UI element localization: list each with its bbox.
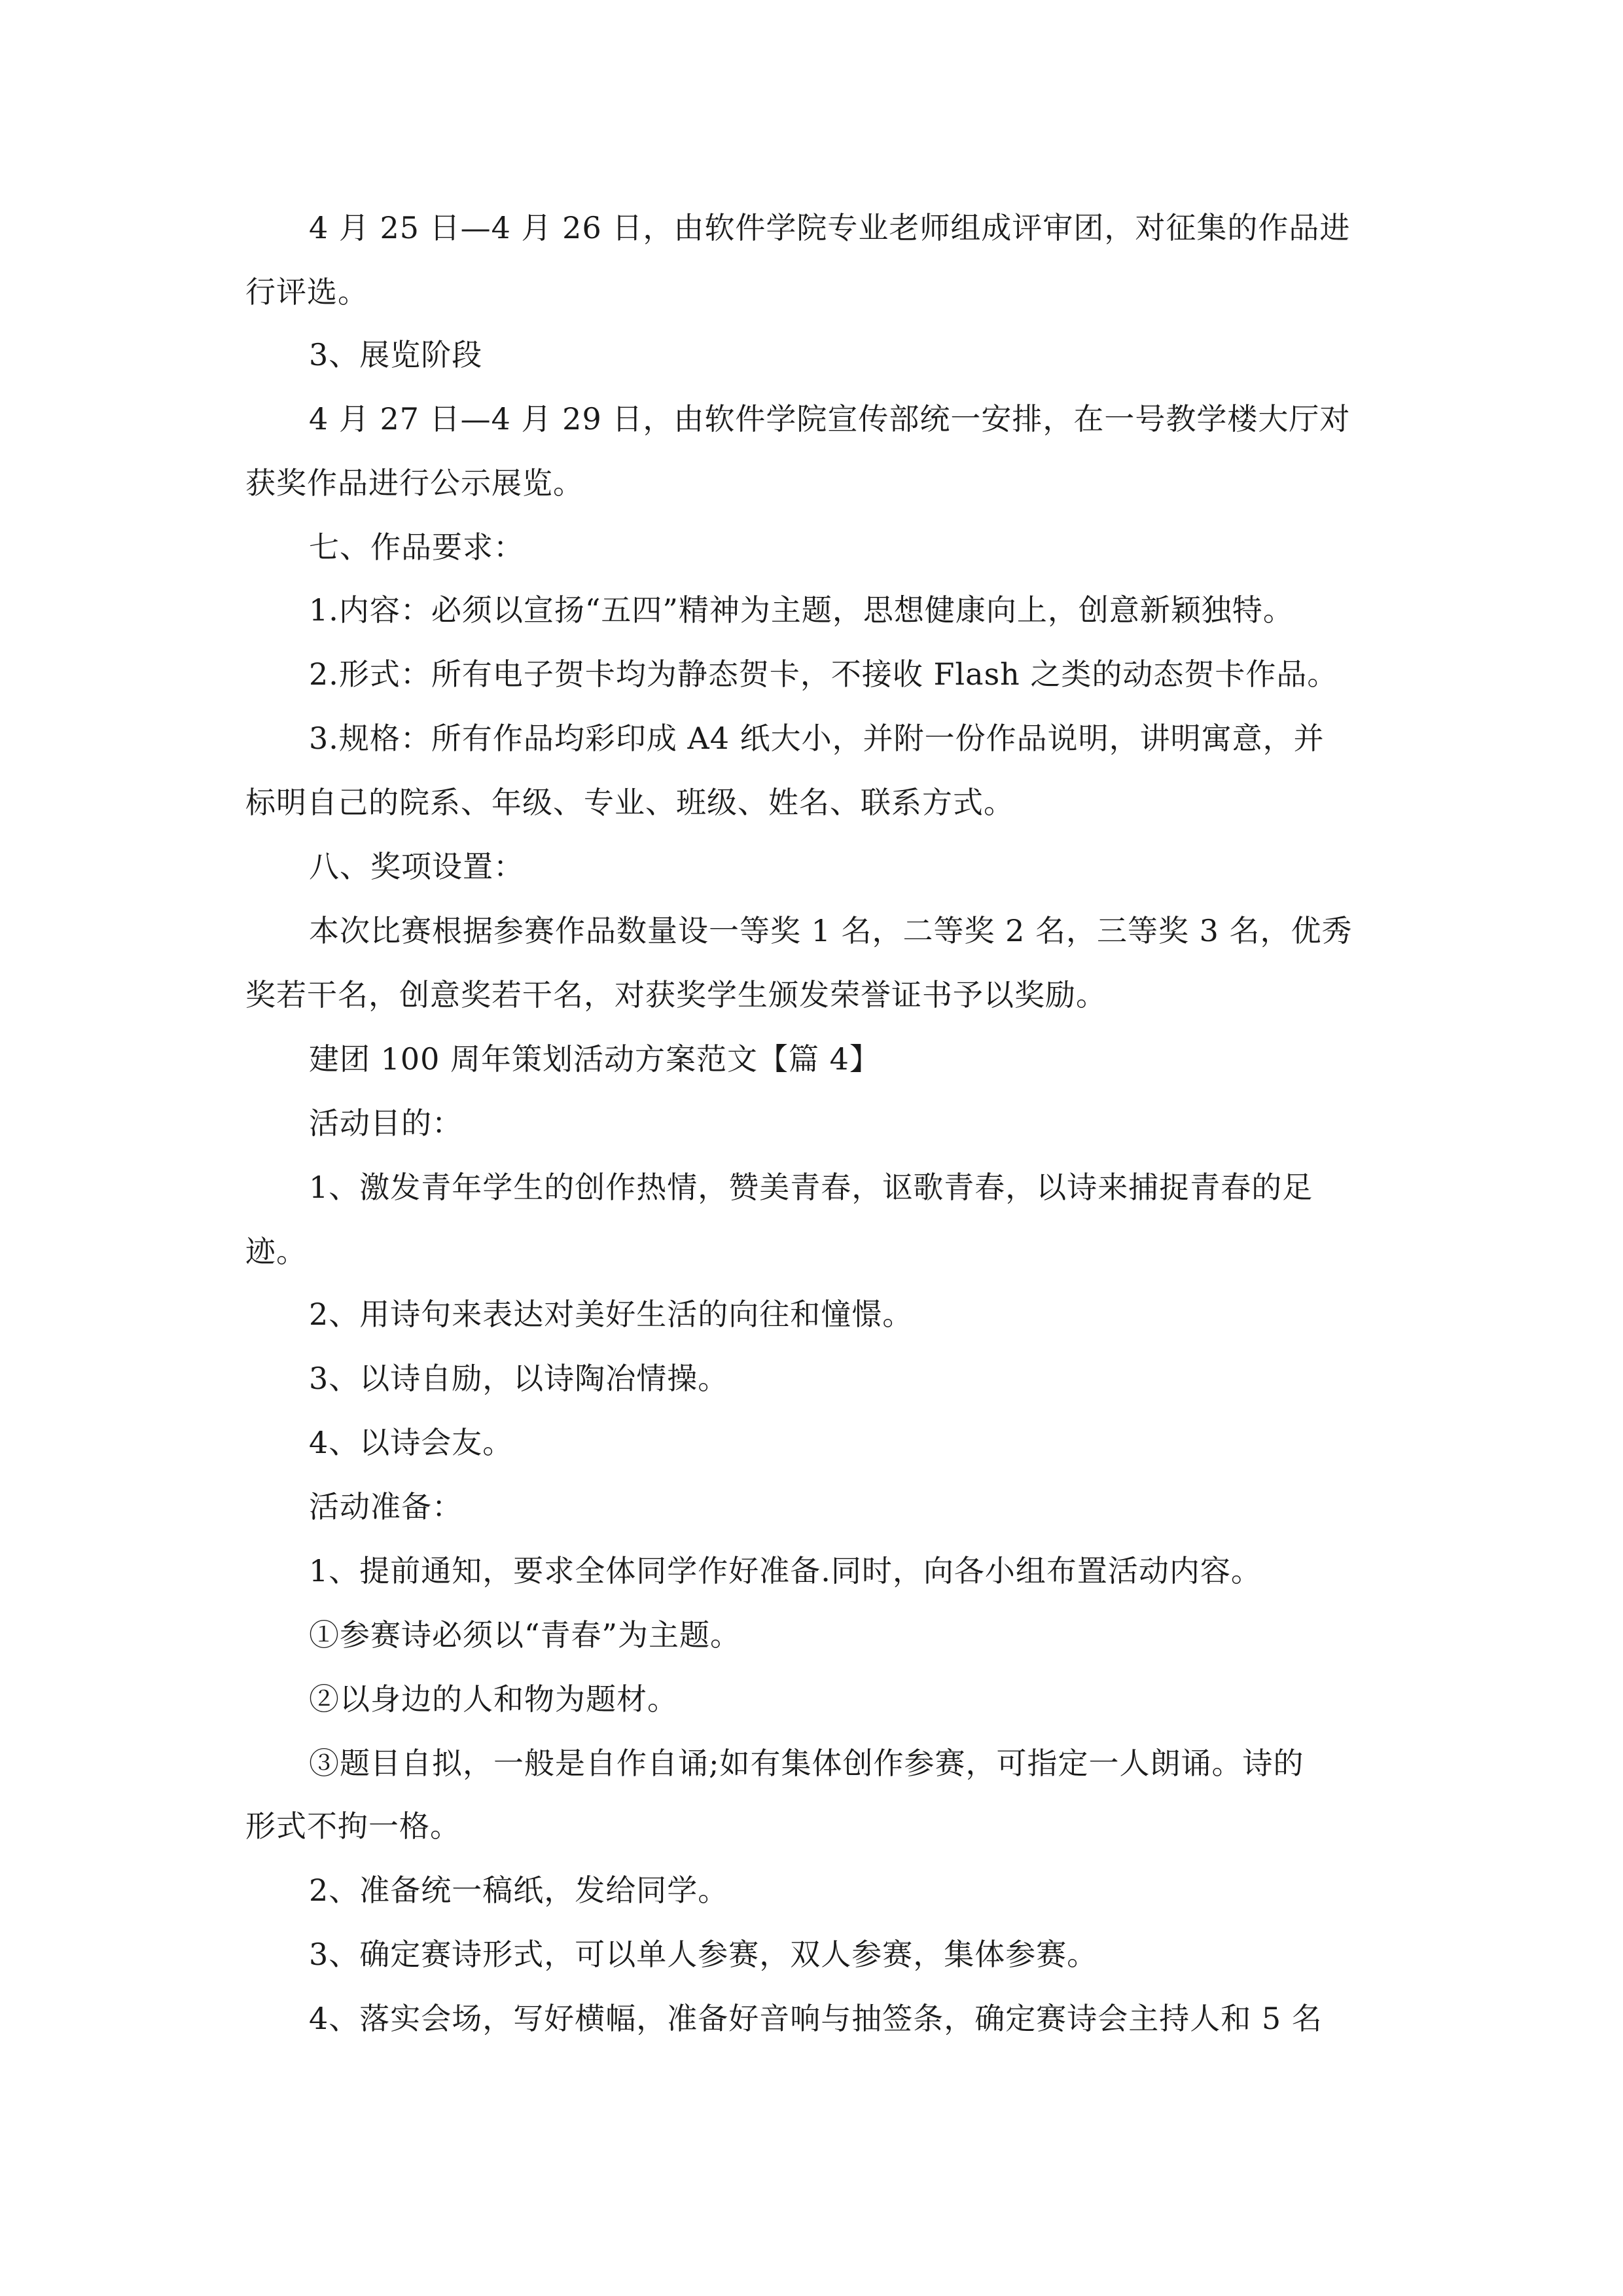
section-heading: 3、展览阶段 [309,337,483,372]
paragraph-line: 获奖作品进行公示展览。 [245,465,584,501]
list-item: 2、准备统一稿纸，发给同学。 [309,1873,729,1908]
list-item: 3、以诗自励，以诗陶冶情操。 [309,1361,729,1396]
list-item: 2、用诗句来表达对美好生活的向往和憧憬。 [309,1297,914,1332]
list-item: 4、落实会场，写好横幅，准备好音响与抽签条，确定赛诗会主持人和 5 名 [309,2001,1323,2036]
section-heading: 八、奖项设置： [309,849,524,884]
list-item: 4、以诗会友。 [309,1425,514,1460]
section-heading: 活动目的： [309,1105,463,1141]
paragraph-line: 4 月 25 日—4 月 26 日，由软件学院专业老师组成评审团，对征集的作品进 [309,210,1351,245]
section-heading: 活动准备： [309,1489,463,1524]
paragraph-line: 本次比赛根据参赛作品数量设一等奖 1 名，二等奖 2 名，三等奖 3 名，优秀 [309,913,1353,948]
list-item: ③题目自拟，一般是自作自诵;如有集体创作参赛，可指定一人朗诵。诗的 [309,1746,1304,1781]
section-heading: 七、作品要求： [309,529,524,565]
paragraph-line: 4 月 27 日—4 月 29 日，由软件学院宣传部统一安排，在一号教学楼大厅对 [309,401,1351,437]
paragraph-line: 标明自己的院系、年级、专业、班级、姓名、联系方式。 [245,785,1014,820]
paragraph-line: 形式不拘一格。 [245,1808,461,1844]
list-item: 3.规格：所有作品均彩印成 A4 纸大小，并附一份作品说明，讲明寓意，并 [309,721,1325,756]
list-item: ②以身边的人和物为题材。 [309,1681,678,1717]
paragraph-line: 奖若干名，创意奖若干名，对获奖学生颁发荣誉证书予以奖励。 [245,977,1107,1013]
list-item: 2.形式：所有电子贺卡均为静态贺卡，不接收 Flash 之类的动态贺卡作品。 [309,656,1338,692]
list-item: ①参赛诗必须以“青春”为主题。 [309,1617,741,1653]
article-title: 建团 100 周年策划活动方案范文【篇 4】 [309,1041,880,1077]
paragraph-line: 行评选。 [245,274,368,310]
list-item: 3、确定赛诗形式，可以单人参赛，双人参赛，集体参赛。 [309,1937,1098,1972]
list-item: 1.内容：必须以宣扬“五四”精神为主题，思想健康向上，创意新颖独特。 [309,592,1294,628]
paragraph-line: 迹。 [245,1234,307,1269]
list-item: 1、激发青年学生的创作热情，赞美青春，讴歌青春，以诗来捕捉青春的足 [309,1170,1313,1205]
list-item: 1、提前通知，要求全体同学作好准备.同时，向各小组布置活动内容。 [309,1553,1262,1588]
